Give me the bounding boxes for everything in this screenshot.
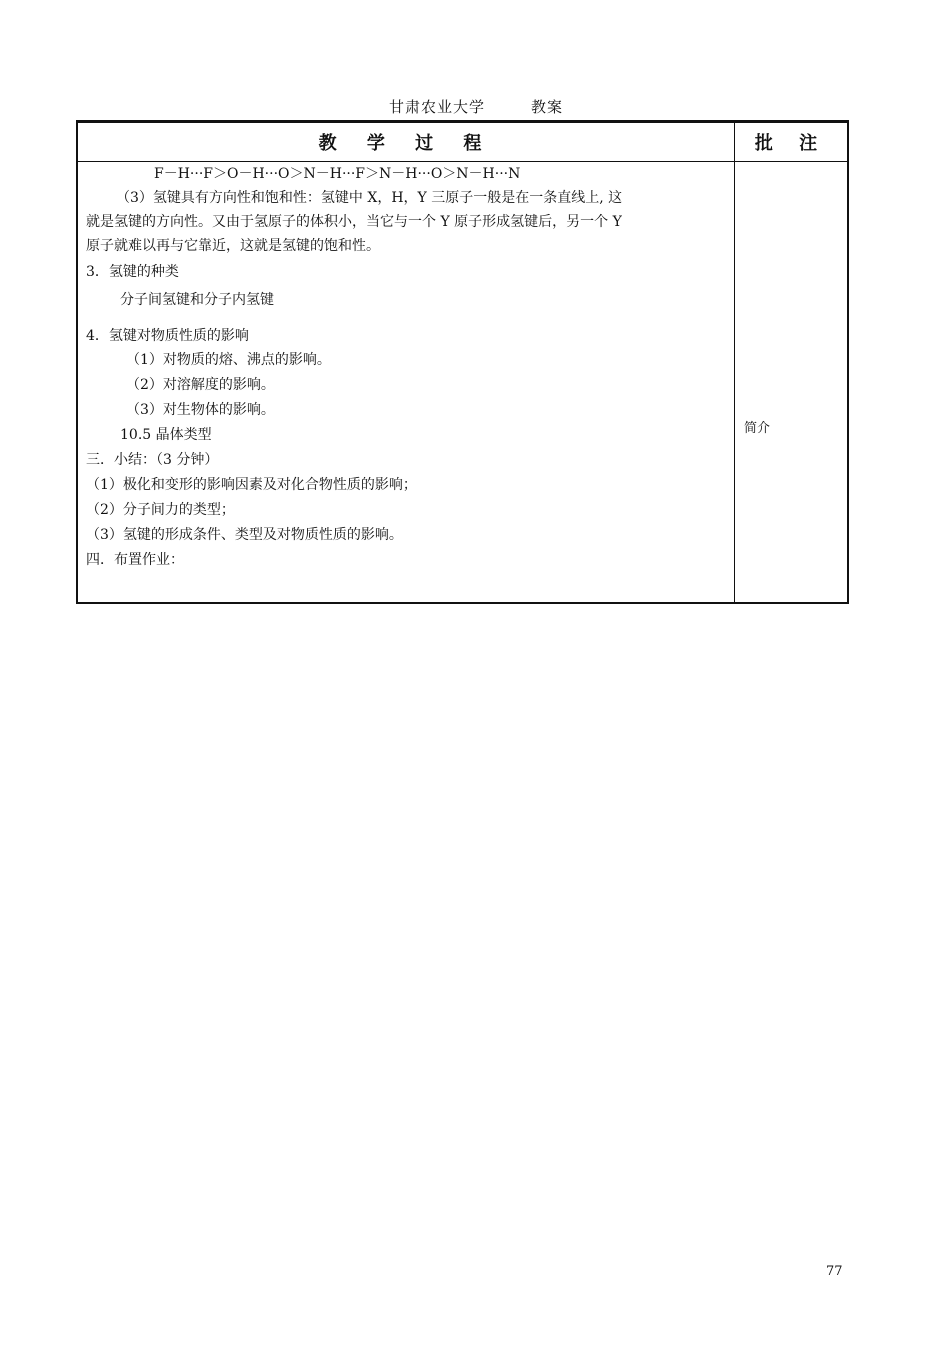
section-heading: 3．氢键的种类 bbox=[86, 264, 179, 280]
paragraph-line: 就是氢键的方向性。又由于氢原子的体积小，当它与一个 Y 原子形成氢键后，另一个 Y bbox=[86, 214, 622, 230]
list-item: （2）对溶解度的影响。 bbox=[126, 377, 275, 393]
paragraph-line: 原子就难以再与它靠近，这就是氢键的饱和性。 bbox=[86, 238, 380, 254]
section-heading: 10.5 晶体类型 bbox=[120, 427, 212, 443]
bond-strength-order: F－H···F＞O－H···O＞N－H···F＞N－H···O＞N－H···N bbox=[154, 166, 521, 182]
list-item: （3）氢键的形成条件、类型及对物质性质的影响。 bbox=[86, 527, 403, 543]
page-header bbox=[0, 96, 952, 117]
paragraph-line: 分子间氢键和分子内氢键 bbox=[120, 292, 274, 308]
list-item: （1）极化和变形的影响因素及对化合物性质的影响； bbox=[86, 477, 417, 493]
section-heading: 三．小结：（3 分钟） bbox=[86, 452, 219, 468]
university-name: 甘肃农业大学 bbox=[388, 98, 485, 116]
teaching-process-heading: 教 学 过 程 bbox=[318, 133, 494, 154]
document-type: 教案 bbox=[531, 98, 564, 116]
list-item: （3）对生物体的影响。 bbox=[126, 402, 275, 418]
section-heading: 四．布置作业： bbox=[86, 552, 184, 568]
page-number: 77 bbox=[826, 1264, 843, 1279]
paragraph-line: （3）氢键具有方向性和饱和性：氢键中 X，H，Y 三原子一般是在一条直线上, 这 bbox=[116, 190, 623, 206]
column-divider bbox=[734, 123, 735, 602]
list-item: （1）对物质的熔、沸点的影响。 bbox=[126, 352, 331, 368]
section-heading: 4．氢键对物质性质的影响 bbox=[86, 328, 249, 344]
list-item: （2）分子间力的类型； bbox=[86, 502, 235, 518]
annotation-heading: 批 注 bbox=[754, 133, 828, 154]
annotation-text: 简介 bbox=[744, 421, 771, 436]
lesson-plan-table bbox=[76, 120, 849, 604]
